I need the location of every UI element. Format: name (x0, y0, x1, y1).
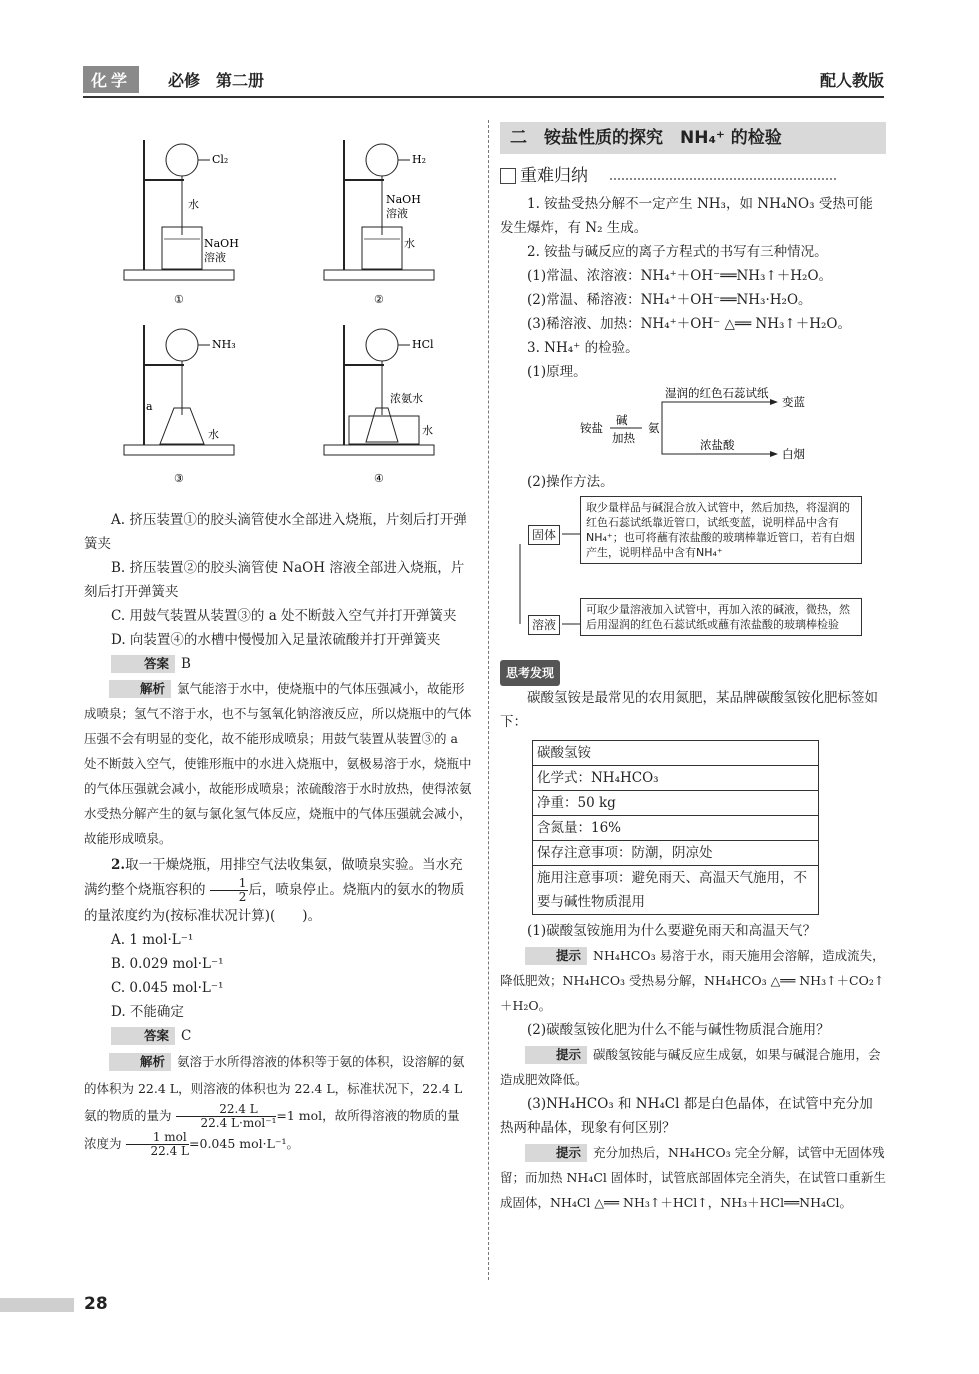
q2-option-b: B. 0.029 mol·L⁻¹ (111, 956, 224, 972)
solid-method: 取少量样品与碱混合放入试管中，然后加热，将湿润的红色石蕊试纸靠近管口，试纸变蓝，说明样品中含有NH₄⁺；也可将蘸有浓盐酸的玻璃棒靠近管口，若有白烟产生，说明样品中含有NH₄⁺ (580, 496, 862, 564)
option-b: B. 挤压装置②的胶头滴管使 NaOH 溶液全部进入烧瓶，片刻后打开弹簧夹 (84, 560, 465, 600)
question-2-number: 2. (111, 857, 126, 873)
square-icon (500, 168, 516, 184)
principle-label: (1)原理。 (527, 364, 587, 380)
point-2: 2. 铵盐与碱反应的离子方程式的书写有三种情况。 (527, 244, 828, 260)
apparatus-1 (124, 140, 239, 306)
think-badge: 思考发现 (500, 660, 560, 686)
solution-method: 可取少量溶液加入试管中，再加入浓的碱液，微热，然后用湿润的红色石蕊试纸或蘸有浓盐酸的玻璃棒检验 (580, 598, 862, 636)
principle-diagram (500, 384, 886, 470)
gas-label-1: Cl₂ (212, 153, 229, 166)
hint-tag-2: 提示 (525, 1046, 587, 1064)
gas-label-2: H₂ (412, 153, 427, 166)
apparatus-2 (324, 140, 434, 306)
apparatus-figure (84, 125, 472, 500)
question-2: (2)碳酸氢铵化肥为什么不能与碱性物质混合施用？ (527, 1022, 830, 1038)
fig1-label-2: NaOH (204, 237, 239, 250)
analysis-2-b: =1 mol，故所得溶液的物质的量浓度为 (84, 1108, 460, 1151)
answer-tag-2: 答案 (111, 1027, 175, 1045)
subsection-header (500, 164, 886, 186)
fig1-label-1: 水 (188, 198, 199, 211)
answer-2: C (181, 1028, 192, 1044)
flow-cond-1: 碱 (616, 413, 628, 427)
book-title: 必修 第二册 (168, 71, 265, 90)
question-2-part-a: 取一干燥烧瓶，用排空气法收集氨，做喷泉实验。当水充满约整个烧瓶容积的 (84, 857, 463, 898)
fig4-label-1: 浓氨水 (390, 392, 423, 405)
flow-top-reagent: 湿润的红色石蕊试纸 (665, 386, 769, 400)
option-c: C. 用鼓气装置从装置③的 a 处不断鼓入空气并打开弹簧夹 (111, 608, 457, 624)
apparatus-3 (124, 325, 236, 485)
label-row: 保存注意事项：防潮，阴凉处 (533, 841, 818, 866)
section-title: 二 铵盐性质的探究 NH₄⁺ 的检验 (500, 122, 886, 154)
fig3-label-1: a (146, 400, 153, 413)
solid-label: 固体 (528, 525, 560, 545)
q2-option-a: A. 1 mol·L⁻¹ (111, 932, 194, 948)
fraction-concentration: $\frac{\text{1 mol}}{22.4 L}$ (126, 1131, 190, 1158)
fraction-half: $\frac{1}{2}$ (210, 877, 249, 904)
q2-option-c: C. 0.045 mol·L⁻¹ (111, 980, 224, 996)
fig1-number: ① (174, 293, 184, 306)
hint-tag-3: 提示 (525, 1144, 587, 1162)
column-divider (488, 120, 489, 1280)
fig2-number: ② (374, 293, 384, 306)
analysis-tag-1: 解析 (109, 680, 171, 698)
flow-mid: 氨 (648, 421, 660, 435)
solution-label: 溶液 (528, 615, 560, 635)
flow-cond-2: 加热 (612, 431, 635, 445)
fig4-label-2: 水 (422, 424, 433, 437)
flow-bottom-result: 白烟 (782, 447, 805, 461)
question-1: (1)碳酸氢铵施用为什么要避免雨天和高温天气？ (527, 923, 817, 939)
label-row: 净重：50 kg (533, 791, 818, 816)
fig2-label-3: 水 (404, 237, 415, 250)
hint-1: NH₄HCO₃ 易溶于水，雨天施用会溶解，造成流失，降低肥效；NH₄HCO₃ 受热易分解，NH₄HCO₃ △══ NH₃↑＋CO₂↑＋H₂O。 (500, 948, 885, 1013)
question-3: (3)NH₄HCO₃ 和 NH₄Cl 都是白色晶体，在试管中充分加热两种晶体，现象有何区别？ (500, 1096, 873, 1136)
subject-tag: 化学 (83, 66, 139, 93)
flow-start: 铵盐 (580, 421, 603, 435)
label-row: 含氮量：16% (533, 816, 818, 841)
fraction-moles: $\frac{22.4 L}{\text{22.4 L·mol⁻¹}}$ (176, 1103, 277, 1130)
fig4-number: ④ (374, 472, 384, 485)
analysis-1: 氯气能溶于水中，使烧瓶中的气体压强减小，故能形成喷泉；氢气不溶于水，也不与氢氧化钠溶液反应，所以烧瓶中的气体压强不会有明显的变化，故不能形成喷泉；用鼓气装置从装置③的 a 处不断鼓入空气，使锥形瓶中的水进入烧瓶中，氨极易溶于水，烧瓶中的气体压强就会减小，故能形成喷泉；浓硫酸溶于水时放热，使得浓氨水受热分解产生的氨与氯化氢气体反应，烧瓶中的气体压强就会减小，故能形成喷泉。 (84, 681, 472, 846)
label-row: 碳酸氢铵 (533, 741, 818, 766)
subsection-title: 重难归纳 (520, 166, 588, 186)
label-row: 施用注意事项：避免雨天、高温天气施用，不要与碱性物质混用 (537, 870, 807, 910)
hint-2: 碳酸氢铵能与碱反应生成氨，如果与碱混合施用，会造成肥效降低。 (500, 1047, 881, 1087)
operation-label: (2)操作方法。 (527, 474, 614, 490)
operation-diagram (500, 494, 886, 654)
fig2-label-2: 溶液 (386, 207, 408, 220)
label-intro: 碳酸氢铵是最常见的农用氮肥，某品牌碳酸氢铵化肥标签如下： (500, 690, 878, 730)
answer-tag-1: 答案 (111, 655, 175, 673)
point-3: 3. NH₄⁺ 的检验。 (527, 340, 639, 356)
hint-tag-1: 提示 (525, 947, 587, 965)
q2-option-d: D. 不能确定 (111, 1004, 184, 1020)
fig2-label-1: NaOH (386, 193, 421, 206)
analysis-2-c: =0.045 mol·L⁻¹。 (189, 1136, 300, 1151)
fig3-label-2: 水 (208, 428, 219, 441)
fig1-label-3: 溶液 (204, 251, 226, 264)
page-header (83, 62, 884, 98)
right-column (500, 122, 886, 1215)
apparatus-4 (324, 325, 434, 485)
equation-1: (1)常温、浓溶液：NH₄⁺＋OH⁻══NH₃↑＋H₂O。 (527, 268, 833, 284)
edition-label: 配人教版 (819, 71, 884, 90)
equation-3: (3)稀溶液、加热：NH₄⁺＋OH⁻ △══ NH₃↑＋H₂O。 (527, 316, 851, 332)
point-1: 1. 铵盐受热分解不一定产生 NH₃，如 NH₄NO₃ 受热可能发生爆炸，有 N₂ 生成。 (500, 196, 873, 236)
answer-1: B (181, 656, 191, 672)
fig3-number: ③ (174, 472, 184, 485)
option-a: A. 挤压装置①的胶头滴管使水全部进入烧瓶，片刻后打开弹簧夹 (84, 512, 467, 552)
question-2-part-b: 后，喷泉停止。烧瓶内的氨水的物质的量浓度约为(按标准状况计算)( )。 (84, 882, 465, 924)
analysis-tag-2: 解析 (109, 1053, 171, 1071)
fertilizer-label (532, 740, 819, 915)
label-row: 化学式：NH₄HCO₃ (533, 766, 818, 791)
flow-bottom-reagent: 浓盐酸 (700, 438, 735, 452)
gas-label-4: HCl (412, 338, 434, 351)
page-number: 28 (84, 1294, 108, 1314)
left-column (84, 125, 472, 1158)
option-d: D. 向装置④的水槽中慢慢加入足量浓硫酸并打开弹簧夹 (111, 632, 441, 648)
flow-top-result: 变蓝 (782, 395, 805, 409)
footer-bar (0, 1298, 74, 1312)
analysis-2-a: 氨溶于水所得溶液的体积等于氨的体积，设溶解的氨的体积为 22.4 L，则溶液的体积也为 22.4 L，标准状况下，22.4 L 氨的物质的量为 (84, 1054, 465, 1123)
gas-label-3: NH₃ (212, 338, 236, 351)
hint-3: 充分加热后，NH₄HCO₃ 完全分解，试管中无固体残留；而加热 NH₄Cl 固体时，试管底部固体完全消失，在试管口重新生成固体，NH₄Cl △══ NH₃↑＋HCl↑，NH₃＋HCl══NH₄Cl。 (500, 1145, 886, 1210)
equation-2: (2)常温、稀溶液：NH₄⁺＋OH⁻══NH₃·H₂O。 (527, 292, 812, 308)
